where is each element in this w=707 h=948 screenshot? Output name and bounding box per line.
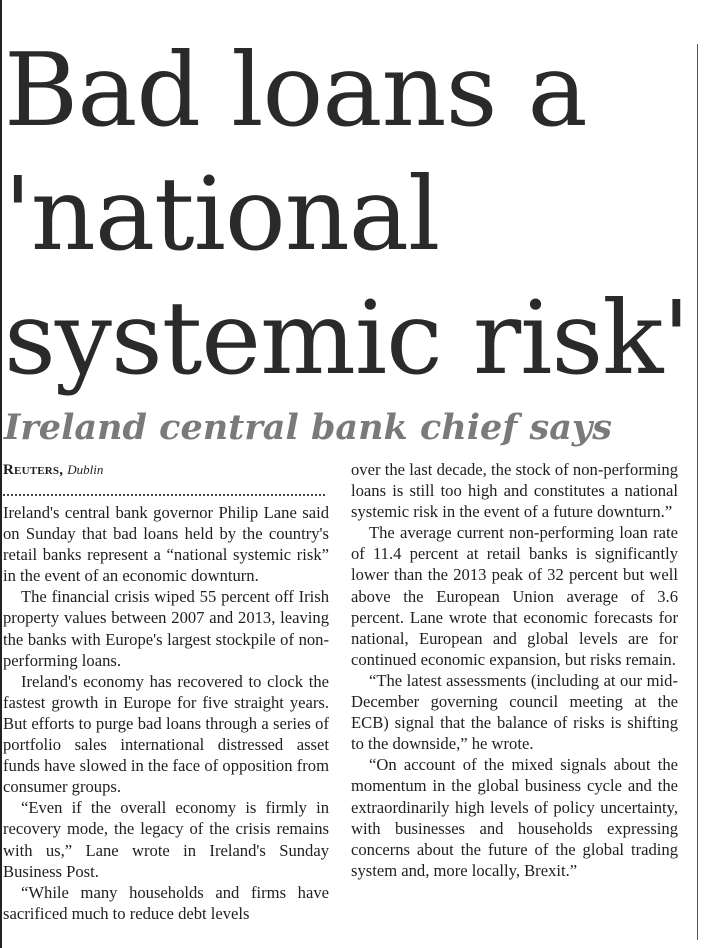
article-column-left — [3, 459, 329, 924]
article-paragraph: “The latest assessments (including at our mid-December governing council meeting at the ECB) signal that the balance of risks is shifting to the downside,” he wrote. — [351, 670, 678, 754]
byline-location: Dublin — [67, 462, 104, 477]
article-paragraph: The financial crisis wiped 55 percent off Irish property values between 2007 and 2013, leaving the banks with Europe's largest stockpile of non-performing loans. — [3, 587, 329, 670]
headline-line-3: systemic risk' — [4, 279, 690, 397]
subheadline: Ireland central bank chief says — [4, 407, 612, 448]
byline — [3, 459, 329, 480]
headline — [4, 28, 694, 400]
article-paragraph: Ireland's economy has recovered to clock the fastest growth in Europe for five straight years. But efforts to purge bad loans through a series of portfolio sales international distressed asset funds have slowed in the face of opposition from consumer groups. — [3, 671, 329, 797]
article-column-right — [351, 459, 678, 881]
article-paragraph: “On account of the mixed signals about the momentum in the global business cycle and the extraordinarily high levels of policy uncertainty, with businesses and households expressing concerns about the future of the global trading system and, more locally, Brexit.” — [351, 755, 678, 880]
article-paragraph: over the last decade, the stock of non-performing loans is still too high and constitutes a national systemic risk in the event of a future downturn.” — [351, 460, 678, 522]
column-rule-right — [697, 44, 698, 940]
article-paragraph: The average current non-performing loan rate of 11.4 percent at retail banks is significantly lower than the 2013 peak of 32 percent but well above the European Union average of 3.6 percent. Lane wrote that economic forecasts for national, European and global levels are for continued economic expansion, but risks remain. — [351, 523, 678, 669]
dotted-separator — [3, 480, 325, 496]
headline-line-2: 'national — [4, 155, 440, 273]
byline-agency: Reuters, — [3, 462, 64, 478]
column-rule-left — [0, 0, 2, 948]
article-paragraph: “Even if the overall economy is firmly in recovery mode, the legacy of the crisis remains with us,” Lane wrote in Ireland's Sunday Business Post. — [3, 798, 329, 881]
headline-line-1: Bad loans a — [4, 31, 587, 149]
article-paragraph: Ireland's central bank governor Philip Lane said on Sunday that bad loans held by the country's retail banks represent a “national systemic risk” in the event of an economic downturn. — [3, 503, 329, 586]
article-paragraph: “While many households and firms have sacrificed much to reduce debt levels — [3, 882, 329, 923]
